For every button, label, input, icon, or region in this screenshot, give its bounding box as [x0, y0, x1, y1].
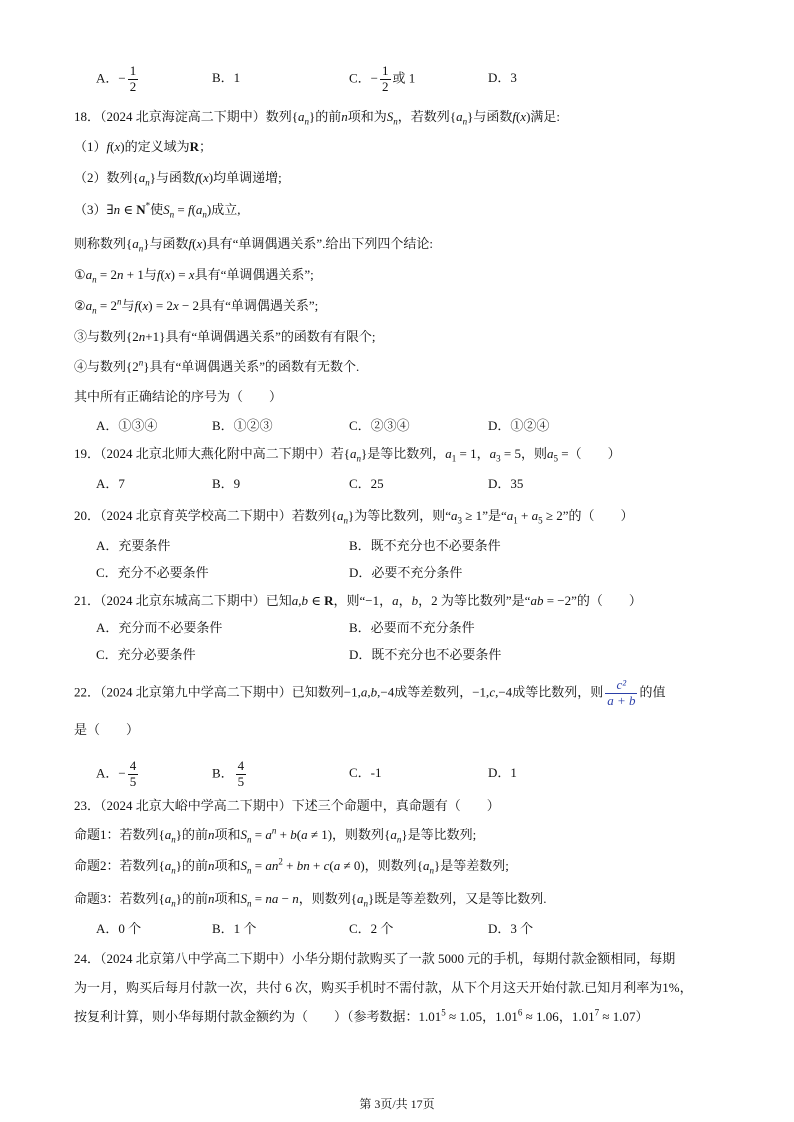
math: f(x) — [188, 236, 207, 251]
q18-condition-2: （2）数列$\{a_n\}$与函数f(x)均单调递增; — [74, 170, 282, 188]
q21-option-c[interactable]: C．充分必要条件 — [96, 647, 196, 662]
q18-statement-3: ③与数列{2n+1}具有“单调偶遇关系”的函数有有限个; — [74, 329, 376, 344]
q24-stem-line-2: 为一月，购买后每月付款一次，共付 6 次，购买手机时不需付款，从下个月这天开始付款.已知月利率为1%， — [74, 980, 693, 995]
math: $\{a_n\}$ — [416, 858, 441, 876]
q21-option-a[interactable]: A．充分而不必要条件 — [96, 620, 223, 635]
q18-statement-4: ④与数列{2$^n$}具有“单调偶遇关系”的函数有无数个. — [74, 357, 360, 374]
q23-proposition-1: 命题1：若数列$\{a_n\}$的前n项和$S_n = a^n + b(a \ne 1)$，则数列$\{a_n\}$是等比数列; — [74, 825, 477, 845]
math: $\{a_n\}$ — [158, 891, 183, 909]
math: f(x) = x — [156, 267, 195, 282]
q22-option-d[interactable]: D．1 — [488, 765, 517, 780]
q20-option-b[interactable]: B．既不充分也不必要条件 — [349, 538, 501, 553]
q18-option-b[interactable]: B．①②③ — [212, 418, 273, 433]
math: f(x) — [512, 109, 531, 124]
q21-stem: 21．（2024 北京东城高二下期中）已知a,b ∈ R，则“−1，a，b，2 为等比数列”是“ab = −2”的（ ） — [74, 593, 642, 608]
q18-statement-1: $①a_n = 2n + 1$与f(x) = x具有“单调偶遇关系”; — [74, 267, 314, 285]
math: $\{a_n\}$ — [291, 109, 316, 127]
q22-option-c[interactable]: C．-1 — [349, 765, 382, 780]
math: $S_n$ = na − n — [240, 891, 299, 909]
q23-proposition-3: 命题3：若数列$\{a_n\}$的前n项和$S_n$ = na − n，则数列$\{a_n\}$既是等差数列，又是等比数列. — [74, 891, 547, 909]
q18-option-a[interactable]: A．①③④ — [96, 418, 158, 433]
q23-option-a[interactable]: A．0 个 — [96, 921, 142, 936]
math: $\{a_n\}$ — [132, 170, 157, 188]
q20-option-c[interactable]: C．充分不必要条件 — [96, 565, 209, 580]
math: $S_n = f(a_n)$ — [163, 202, 212, 220]
math: $\{a_n\}$ — [343, 446, 368, 464]
math: ∃n ∈ N* — [106, 200, 151, 217]
math: $a_3 = 5$ — [489, 446, 521, 464]
math: $1.01^5 \approx 1.05$ — [418, 1007, 483, 1024]
q18-option-d[interactable]: D．①②④ — [488, 418, 550, 433]
math: −1,c,−4 — [472, 684, 513, 700]
q23-option-c[interactable]: C．2 个 — [349, 921, 394, 936]
math: $a_1 + a_5 \ge 2$ — [506, 508, 563, 526]
q18-condition-3: （3）∃n ∈ N*使$S_n = f(a_n)$成立, — [74, 200, 241, 220]
q24-stem-line-3: 按复利计算，则小华每期付款金额约为（ ）（参考数据：$1.01^5 \approx 1.05$，$1.01^6 \approx 1.06$，$1.01^7 \approx 1.07$） — [74, 1007, 649, 1024]
q17-option-b[interactable]: B．1 — [212, 70, 241, 85]
math: $\{a_n\}$ — [350, 891, 375, 909]
math: $\{a_n\}$ — [158, 827, 183, 845]
q22-option-b[interactable]: B． $\frac{4}{5}$ — [212, 758, 245, 789]
q21-option-d[interactable]: D．既不充分也不必要条件 — [349, 647, 502, 662]
q19-option-c[interactable]: C．25 — [349, 476, 384, 491]
q19-stem: 19．（2024 北京北师大燕化附中高二下期中）若$\{a_n\}$是等比数列，$a_1 = 1$，$a_3 = 5$，则$a_5$ =（ ） — [74, 446, 621, 464]
q23-option-d[interactable]: D．3 个 — [488, 921, 534, 936]
math: $\{a_n\}$ — [384, 827, 408, 845]
q19-option-d[interactable]: D．35 — [488, 476, 524, 491]
q20-option-d[interactable]: D．必要不充分条件 — [349, 565, 463, 580]
q18-definition: 则称数列$\{a_n\}$与函数f(x)具有“单调偶遇关系”.给出下列四个结论: — [74, 236, 434, 254]
math: a,b ∈ R — [291, 593, 334, 608]
math: f(x) — [195, 170, 214, 185]
page-number: 第 3页/共 17页 — [359, 1097, 435, 1111]
fraction: $\frac{\text{c²}}{a + b}$ — [607, 677, 636, 708]
fraction: $\frac{1}{2}$ — [129, 63, 137, 94]
math: $\{a_n\}$ — [449, 109, 474, 127]
q20-stem: 20．（2024 北京育英学校高二下期中）若数列$\{a_n\}$为等比数列，则“$a_3 \ge 1$”是“$a_1 + a_5 \ge 2$”的（ ） — [74, 508, 634, 526]
q17-option-d[interactable]: D．3 — [488, 70, 517, 85]
q18-statement-2: $②a_n = 2^n$与f(x) = 2x − 2具有“单调偶遇关系”; — [74, 296, 319, 316]
math: $a_5$ = — [547, 446, 569, 464]
math: $a_1 = 1$ — [445, 446, 477, 464]
q24-stem-line-1: 24．（2024 北京第八中学高二下期中）小华分期付款购买了一款 5000 元的手机，每期付款金额相同，每期 — [74, 951, 676, 966]
math: $S_n = an^2$ + bn + c(a ≠ 0) — [240, 856, 365, 876]
math: {2$^n$} — [126, 357, 150, 374]
math: f(x) — [106, 139, 125, 154]
q20-option-a[interactable]: A．充要条件 — [96, 538, 171, 553]
math: f(x) = 2x − 2 — [134, 298, 200, 313]
q22-stem-cont: 是（ ） — [74, 722, 140, 737]
fraction: $\frac{1}{2}$ — [382, 63, 389, 94]
math: ab = −2 — [530, 593, 572, 608]
q22-option-a[interactable]: A．− $\frac{4}{5}$ — [96, 758, 137, 789]
math: $1.01^6 \approx 1.06$ — [495, 1007, 559, 1024]
q22-stem: 22．（2024 北京第九中学高二下期中）已知数列−1,a,b,−4成等差数列，−1,c,−4成等比数列，则 $\frac{\text{c²}}{a + b}$ 的值 — [74, 677, 666, 708]
fraction: $\frac{4}{5}$ — [237, 758, 245, 789]
q18-stem: 18．（2024 北京海淀高二下期中）数列$\{a_n\}$的前n项和为$S_n$，若数列$\{a_n\}$与函数f(x)满足: — [74, 109, 561, 127]
q18-question: 其中所有正确结论的序号为（ ） — [74, 389, 283, 404]
q17-option-c[interactable]: C．− $\frac{1}{2}$ 或 1 — [349, 63, 416, 94]
math: $\{a_n\}$ — [330, 508, 355, 526]
q23-stem: 23．（2024 北京大峪中学高二下期中）下述三个命题中，真命题有（ ） — [74, 798, 500, 813]
math: $a_n = 2^n$ — [85, 296, 122, 316]
math: {2n+1} — [126, 329, 166, 344]
fraction: $\frac{4}{5}$ — [129, 758, 137, 789]
q23-proposition-2: 命题2：若数列$\{a_n\}$的前n项和$S_n = an^2$ + bn + c(a ≠ 0)，则数列$\{a_n\}$是等差数列; — [74, 856, 509, 876]
math: $1.01^7 \approx 1.07$ — [571, 1007, 636, 1024]
q23-option-b[interactable]: B．1 个 — [212, 921, 257, 936]
q18-condition-1: （1）f(x)的定义域为R； — [74, 139, 213, 154]
math: −1,a,b,−4 — [343, 684, 395, 700]
math: $a_n = 2n + 1$ — [85, 267, 144, 285]
q17-option-a[interactable]: A．− $\frac{1}{2}$ — [96, 63, 137, 94]
q19-option-b[interactable]: B．9 — [212, 476, 241, 491]
math: $\{a_n\}$ — [158, 858, 183, 876]
q21-option-b[interactable]: B．必要而不充分条件 — [349, 620, 475, 635]
math: $\{a_n\}$ — [126, 236, 150, 254]
math: $S_n = a^n + b(a \ne 1)$ — [240, 825, 333, 845]
q18-option-c[interactable]: C．②③④ — [349, 418, 410, 433]
math: $a_3 \ge 1$ — [451, 508, 483, 526]
q19-option-a[interactable]: A．7 — [96, 476, 125, 491]
